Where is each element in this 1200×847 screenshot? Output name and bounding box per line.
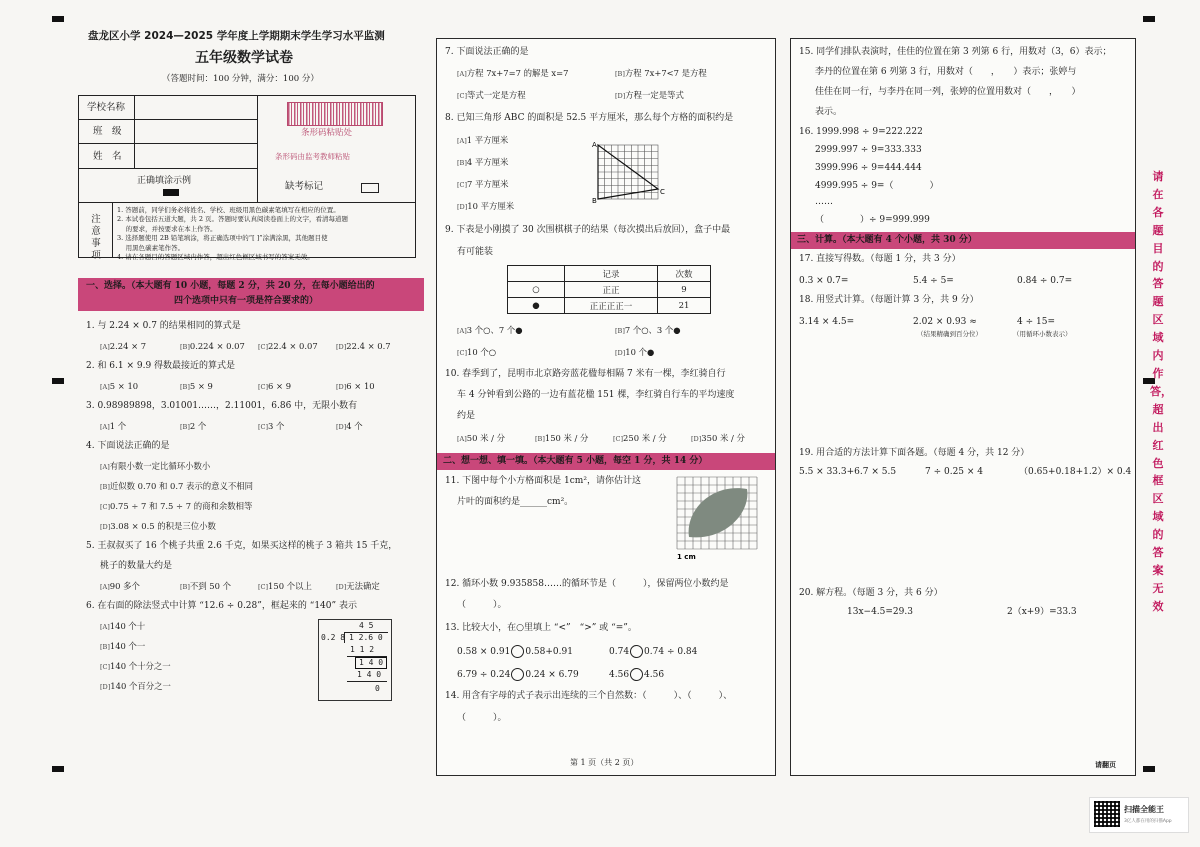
question-16-line: 4999.995 ÷ 9=（ ） xyxy=(815,181,939,191)
boxed-140: 1 4 0 xyxy=(355,657,387,669)
registration-mark xyxy=(1143,16,1155,22)
compare-circle[interactable] xyxy=(630,668,643,681)
question-5-cont: 桃子的数量大约是 xyxy=(100,561,173,571)
question-19: 19. 用合适的方法计算下面各题。（每题 4 分，共 12 分） xyxy=(799,448,1030,458)
notice-label: 注意事项 xyxy=(91,214,101,261)
turn-page-label: 请翻页 xyxy=(1095,760,1116,769)
question-13: 13. 比较大小，在○里填上 “<” “>” 或 “=”。 xyxy=(445,623,637,633)
calc-note: （用循环小数表示） xyxy=(1013,330,1072,338)
compare-item: 0.58 × 0.91 0.58+0.91 xyxy=(457,647,573,657)
unit-label: 1 cm xyxy=(677,553,696,561)
compare-circle[interactable] xyxy=(511,668,524,681)
correct-fill-label: 正确填涂示例 xyxy=(137,176,192,186)
question-16-line: 2999.997 ÷ 9=333.333 xyxy=(815,145,922,155)
absent-checkbox[interactable] xyxy=(361,183,379,193)
triangle-grid-figure xyxy=(590,137,670,207)
exam-title: 五年级数学试卷 xyxy=(195,50,293,66)
calc-item: 3.14 × 4.5= xyxy=(799,317,855,327)
calc-item: 2.02 × 0.93 ≈ xyxy=(913,317,977,327)
q2-option-d[interactable]: [D]6 × 10 xyxy=(336,381,375,391)
q8-option-b[interactable]: [B]4 平方厘米 xyxy=(457,157,509,167)
scanner-subtitle: 3亿人都在用的扫描App xyxy=(1124,819,1172,824)
question-20: 20. 解方程。（每题 3 分，共 6 分） xyxy=(799,588,943,598)
question-18: 18. 用竖式计算。（每题计算 3 分，共 9 分） xyxy=(799,295,979,305)
notice-item: 用黑色碳素笔作答。 xyxy=(117,243,185,252)
question-7: 7. 下面说法正确的是 xyxy=(445,47,529,57)
compare-item: 4.56 4.5̇6̇ xyxy=(609,670,665,680)
q4-option-d[interactable]: [D]3.08 × 0.5 的积是三位小数 xyxy=(100,521,216,531)
qr-code-icon xyxy=(1094,801,1120,827)
q7-option-a[interactable]: [A]方程 7x+7=7 的解是 x=7 xyxy=(457,68,569,78)
notice-list xyxy=(117,206,348,262)
calc-item: 0.84 ÷ 0.7= xyxy=(1017,276,1073,286)
question-8: 8. 已知三角形 ABC 的面积是 52.5 平方厘米，那么每个方格的面积约是 xyxy=(445,113,734,123)
q6-option-a[interactable]: [A]140 个十 xyxy=(100,621,146,631)
question-9: 9. 下表是小刚摸了 30 次围棋棋子的结果（每次摸出后放回），盒子中最 xyxy=(445,225,731,235)
scanner-brand: 扫描全能王 xyxy=(1124,805,1164,814)
question-9-cont: 有可能装 xyxy=(457,247,494,257)
calc-item: 5.5 × 33.3+6.7 × 5.5 xyxy=(799,467,897,477)
question-16-line: …… xyxy=(815,197,833,207)
notice-item: 的要求，并按要求在本上作答。 xyxy=(117,224,217,233)
question-1: 1. 与 2.24 × 0.7 的结果相同的算式是 xyxy=(86,321,241,331)
leaf-grid-figure xyxy=(675,475,765,563)
question-5: 5. 王叔叔买了 16 个桃子共重 2.6 千克，如果买这样的桃子 3 箱共 15 千克， xyxy=(86,541,398,551)
question-10-cont: 车 4 分钟看到公路的一边有蓝花楹 151 棵，李红骑自行车的平均速度 xyxy=(457,390,735,400)
q10-option-a[interactable]: [A]50 米 / 分 xyxy=(457,433,505,443)
calc-note: （结果精确到百分位） xyxy=(917,330,982,338)
scanner-watermark xyxy=(1089,797,1189,833)
calc-item: 7 ÷ 0.25 × 4 xyxy=(925,467,984,477)
filled-example-mark xyxy=(163,189,179,196)
question-4: 4. 下面说法正确的是 xyxy=(86,441,170,451)
exam-header-line: 盘龙区小学 2024—2025 学年度上学期期末学生学习水平监测 xyxy=(88,30,385,42)
registration-mark xyxy=(1143,766,1155,772)
calc-item: 5.4 ÷ 5= xyxy=(913,276,954,286)
table-header: 记录 xyxy=(565,266,658,282)
q4-option-a[interactable]: [A]有限小数一定比循环小数小 xyxy=(100,461,211,471)
q9-option-b[interactable]: [B]7 个○、3 个● xyxy=(615,325,681,335)
registration-mark xyxy=(52,766,64,772)
question-17: 17. 直接写得数。（每题 1 分，共 3 分） xyxy=(799,254,961,264)
tally-table xyxy=(507,265,711,314)
equation-item: 2（x+9）=33.3 xyxy=(1007,607,1077,617)
q5-option-d[interactable]: [D]无法确定 xyxy=(336,581,380,591)
q10-option-b[interactable]: [B]150 米 / 分 xyxy=(535,433,589,443)
q6-option-d[interactable]: [D]140 个百分之一 xyxy=(100,681,171,691)
q8-option-a[interactable]: [A]1 平方厘米 xyxy=(457,135,509,145)
question-16: 16. 1999.998 ÷ 9=222.222 xyxy=(799,127,923,137)
barcode-placeholder: 条形码粘贴处 xyxy=(301,128,353,138)
column-3 xyxy=(790,38,1136,776)
q4-option-b[interactable]: [B]近似数 0.70 和 0.7 表示的意义不相同 xyxy=(100,481,253,491)
question-16-line: 3999.996 ÷ 9=444.444 xyxy=(815,163,922,173)
q9-option-c[interactable]: [C]10 个○ xyxy=(457,347,497,357)
compare-circle[interactable] xyxy=(511,645,524,658)
compare-item: 0.74 0.74 ÷ 0.84 xyxy=(609,647,698,657)
vertex-label-a: A xyxy=(592,141,597,149)
section-2-heading: 二、想一想、填一填。（本大题有 5 小题，每空 1 分，共 14 分） xyxy=(437,453,775,470)
notice-item: 4. 请在各题目的答题区域内作答，超出红色框区域书写的答案无效。 xyxy=(117,253,314,262)
question-15-cont: 李丹的位置在第 6 列第 3 行，用数对（ ， ）表示；张婷与 xyxy=(815,67,1077,77)
absent-label: 缺考标记 xyxy=(285,181,324,192)
barcode-note: 条形码由监考教师粘贴 xyxy=(275,152,350,161)
q6-option-b[interactable]: [B]140 个一 xyxy=(100,641,146,651)
column-2 xyxy=(436,38,776,776)
question-14: 14. 用含有字母的式子表示出连续的三个自然数：（ ）、（ ）、 xyxy=(445,691,733,701)
table-row: ○ 正正 9 xyxy=(508,282,711,298)
table-header: 次数 xyxy=(658,266,711,282)
q3-option-c[interactable]: [C]3 个 xyxy=(258,421,285,431)
q1-option-a[interactable]: [A]2.24 × 7 xyxy=(100,341,147,351)
vertex-label-c: C xyxy=(660,188,665,196)
calc-item: （0.65+0.18+1.2）× 0.4 xyxy=(1019,467,1132,477)
class-label: 班 级 xyxy=(93,126,122,137)
question-6: 6. 在右面的除法竖式中计算 “12.6 ÷ 0.28”，框起来的 “140” 表示 xyxy=(86,601,357,611)
q2-option-c[interactable]: [C]6 × 9 xyxy=(258,381,292,391)
q9-option-d[interactable]: [D]10 个● xyxy=(615,347,655,357)
equation-item: 13x−4.5=29.3 xyxy=(847,607,913,617)
question-15-cont: 表示。 xyxy=(815,107,843,117)
question-14-cont: （ ）。 xyxy=(457,713,507,723)
q8-option-c[interactable]: [C]7 平方厘米 xyxy=(457,179,509,189)
question-10: 10. 春季到了，昆明市北京路旁蓝花楹每相隔 7 米有一棵，李红骑自行 xyxy=(445,369,726,379)
notice-item: 2. 本试卷包括五道大题，共 2 页。答题时要认真阅读卷面上的文字，看清每道题 xyxy=(117,215,349,224)
q1-option-c[interactable]: [C]22.4 × 0.07 xyxy=(258,341,318,351)
compare-circle[interactable] xyxy=(630,645,643,658)
question-16-line: （ ）÷ 9=999.999 xyxy=(815,215,930,225)
q10-option-d[interactable]: [D]350 米 / 分 xyxy=(691,433,745,443)
name-label: 姓 名 xyxy=(93,151,122,162)
school-name-label: 学校名称 xyxy=(87,102,126,113)
school-name-field[interactable] xyxy=(136,98,255,118)
calc-item: 0.3 × 0.7= xyxy=(799,276,849,286)
compare-item: 6.79 ÷ 0.24 0.24 × 6.79 xyxy=(457,670,579,680)
q4-option-c[interactable]: [C]0.75 ÷ 7 和 7.5 ÷ 7 的商和余数相等 xyxy=(100,501,253,511)
q3-option-b[interactable]: [B]2 个 xyxy=(180,421,207,431)
question-15-cont: 佳佳在同一行，与李丹在同一列，张婷的位置用数对（ ， ） xyxy=(815,87,1081,97)
q7-option-d[interactable]: [D]方程一定是等式 xyxy=(615,90,684,100)
q3-option-d[interactable]: [D]4 个 xyxy=(336,421,363,431)
question-11-cont: 片叶的面积约是______cm²。 xyxy=(457,497,574,507)
q2-option-a[interactable]: [A]5 × 10 xyxy=(100,381,139,391)
q7-option-c[interactable]: [C]等式一定是方程 xyxy=(457,90,526,100)
registration-mark xyxy=(52,16,64,22)
q1-option-d[interactable]: [D]22.4 × 0.7 xyxy=(336,341,391,351)
name-field[interactable] xyxy=(136,146,255,166)
notice-item: 1. 答题前，同学们务必将姓名、学校、班级用黑色碳素笔填写在相应的位置。 xyxy=(117,206,340,214)
section-1-heading: 一、选择。（本大题有 10 小题，每题 2 分，共 20 分，在每小题给出的 四个选项中只有一项是符合要求的） xyxy=(78,278,424,311)
side-warning: 请在各题目的答题区域内作答，超出红色框区域的答案无效 xyxy=(1150,170,1172,613)
question-2: 2. 和 6.1 × 9.9 得数最接近的算式是 xyxy=(86,361,236,371)
exam-time: （答题时间：100 分钟，满分：100 分） xyxy=(162,74,319,84)
q6-option-c[interactable]: [C]140 个十分之一 xyxy=(100,661,171,671)
question-11: 11. 下图中每个小方格面积是 1cm²，请你估计这 xyxy=(445,476,641,486)
notice-item: 3. 选择题使用 2B 铅笔填涂，将正确选项中的“[ ]”涂满涂黑，其他题目使 xyxy=(117,234,328,243)
student-info-table xyxy=(78,95,416,262)
class-field[interactable] xyxy=(136,122,255,142)
vertex-label-b: B xyxy=(592,197,597,205)
table-row: ● 正正正正一 21 xyxy=(508,298,711,314)
q7-option-b[interactable]: [B]方程 7x+7<7 是方程 xyxy=(615,68,707,78)
q8-option-d[interactable]: [D]10 平方厘米 xyxy=(457,201,515,211)
q9-option-a[interactable]: [A]3 个○、7 个● xyxy=(457,325,523,335)
q1-option-b[interactable]: [B]0.224 × 0.07 xyxy=(180,341,245,351)
barcode-icon xyxy=(287,102,383,126)
question-3: 3. 0.98989898，3.01001……，2.11001，6.86̇ 中，无限小数有 xyxy=(86,401,358,411)
question-12-cont: （ ）。 xyxy=(457,600,507,610)
q5-option-b[interactable]: [B]不到 50 个 xyxy=(180,581,231,591)
registration-mark xyxy=(52,378,64,384)
question-12: 12. 循环小数 9.935858……的循环节是（ ），保留两位小数约是 xyxy=(445,579,729,589)
column-1 xyxy=(78,30,424,776)
long-division-figure: 4 5 0.2 8 1 2.6 0 1 1 2 1 4 0 1 4 0 0 xyxy=(318,619,392,701)
q5-option-a[interactable]: [A]90 多个 xyxy=(100,581,140,591)
table-cell xyxy=(508,266,565,282)
page-footer: 第 1 页（共 2 页） xyxy=(570,758,639,767)
q2-option-b[interactable]: [B]5 × 9 xyxy=(180,381,213,391)
question-15: 15. 同学们排队表演时，佳佳的位置在第 3 列第 6 行，用数对（3，6）表示； xyxy=(799,47,1112,57)
q3-option-a[interactable]: [A]1 个 xyxy=(100,421,127,431)
calc-item: 4 ÷ 15= xyxy=(1017,317,1055,327)
question-10-cont: 约是 xyxy=(457,411,476,421)
section-3-heading: 三、计算。（本大题有 4 个小题，共 30 分） xyxy=(791,232,1135,249)
q10-option-c[interactable]: [C]250 米 / 分 xyxy=(613,433,667,443)
q5-option-c[interactable]: [C]150 个以上 xyxy=(258,581,312,591)
